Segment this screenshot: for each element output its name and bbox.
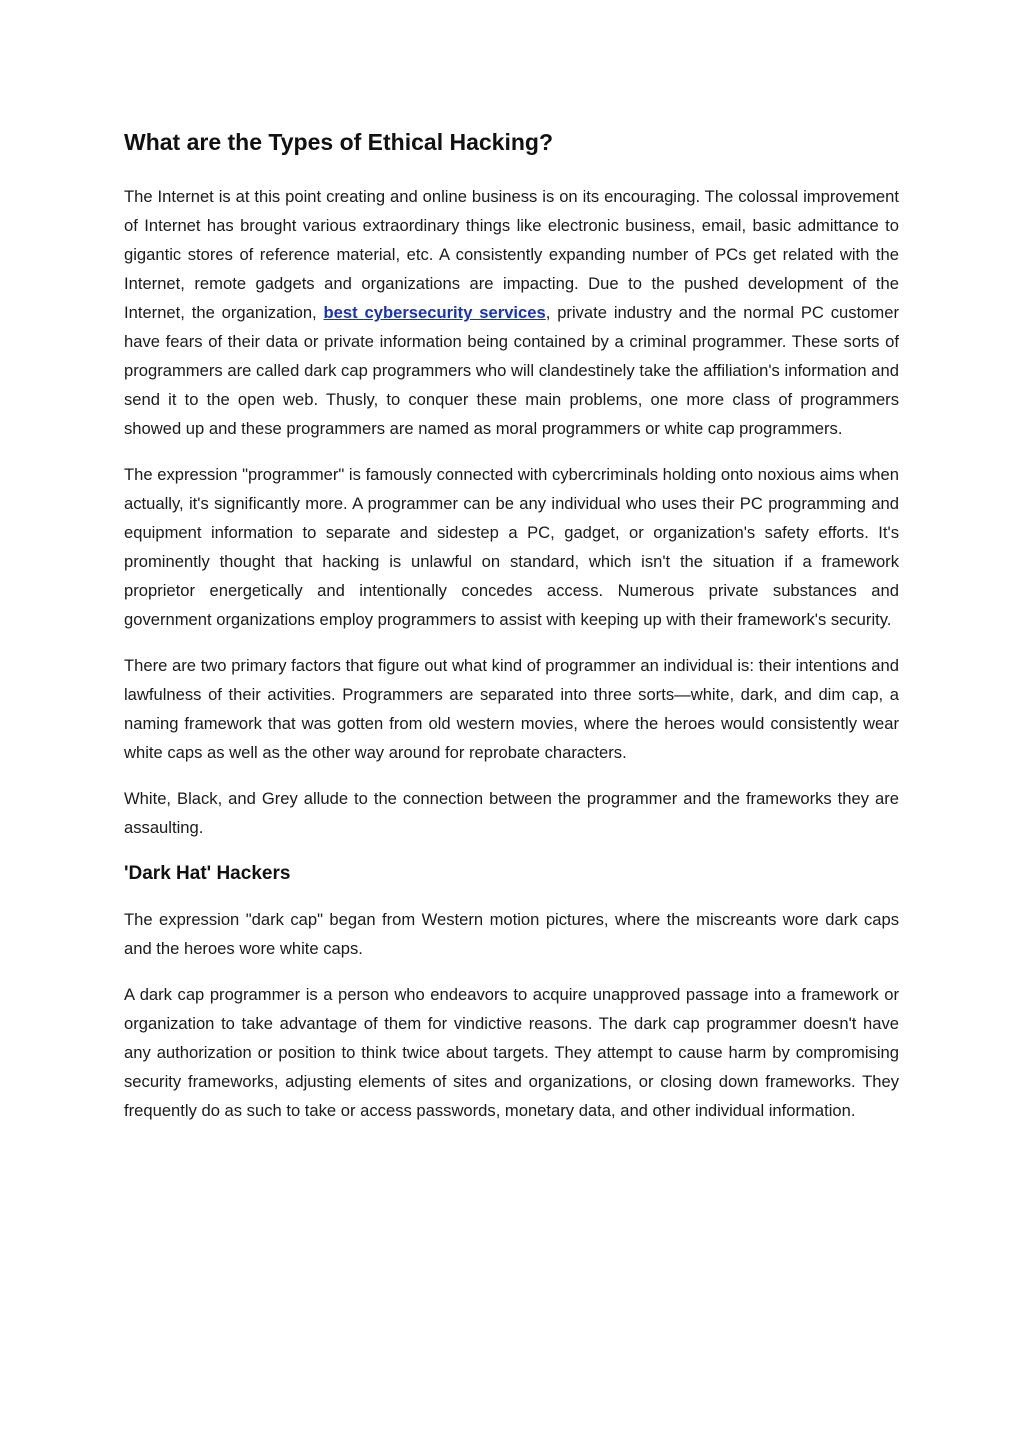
paragraph-dark-cap-origin: The expression "dark cap" began from Western motion pictures, where the miscreants wore dark caps and the heroes wore white caps. — [124, 910, 899, 958]
page-title: What are the Types of Ethical Hacking? — [124, 129, 553, 155]
cybersecurity-services-link[interactable]: best cybersecurity services — [323, 303, 546, 322]
paragraph-programmer-types: There are two primary factors that figure out what kind of programmer an individual is: their intentions and lawfulness of their activities. Programmers are separated into three sorts—white, dark, and dim cap, a naming framework that was gotten from old western movies, where the heroes would consistently wear white caps as well as the other way around for reprobate characters. — [124, 656, 899, 762]
paragraph-white-black-grey: White, Black, and Grey allude to the connection between the programmer and the frameworks they are assaulting. — [124, 789, 899, 837]
paragraph-dark-cap-description: A dark cap programmer is a person who endeavors to acquire unapproved passage into a framework or organization to take advantage of them for vindictive reasons. The dark cap programmer doesn't have any authorization or position to think twice about targets. They attempt to cause harm by compromising security frameworks, adjusting elements of sites and organizations, or closing down frameworks. They frequently do as such to take or access passwords, monetary data, and other individual information. — [124, 985, 899, 1120]
paragraph-programmer-definition: The expression "programmer" is famously connected with cybercriminals holding onto noxious aims when actually, it's significantly more. A programmer can be any individual who uses their PC programming and equipment information to separate and sidestep a PC, gadget, or organization's safety efforts. It's prominently thought that hacking is unlawful on standard, which isn't the situation if a framework proprietor energetically and intentionally concedes access. Numerous private substances and government organizations employ programmers to assist with keeping up with their framework's security. — [124, 465, 899, 629]
paragraph-intro-text-after: , private industry and the normal PC customer have fears of their data or private information being contained by a criminal programmer. These sorts of programmers are called dark cap programmers who will clandestinely take the affiliation's information and send it to the open web. Thusly, to conquer these main problems, one more class of programmers showed up and these programmers are named as moral programmers or white cap programmers. — [124, 303, 899, 438]
document-page — [124, 120, 899, 1142]
section-heading-dark-hat: 'Dark Hat' Hackers — [124, 863, 291, 884]
paragraph-intro — [124, 182, 899, 443]
paragraph-intro-text-before: The Internet is at this point creating and online business is on its encouraging. The colossal improvement of Internet has brought various extraordinary things like electronic business, email, basic admittance to gigantic stores of reference material, etc. A consistently expanding number of PCs get related with the Internet, remote gadgets and organizations are impacting. Due to the pushed development of the Internet, the organization, — [124, 187, 899, 322]
